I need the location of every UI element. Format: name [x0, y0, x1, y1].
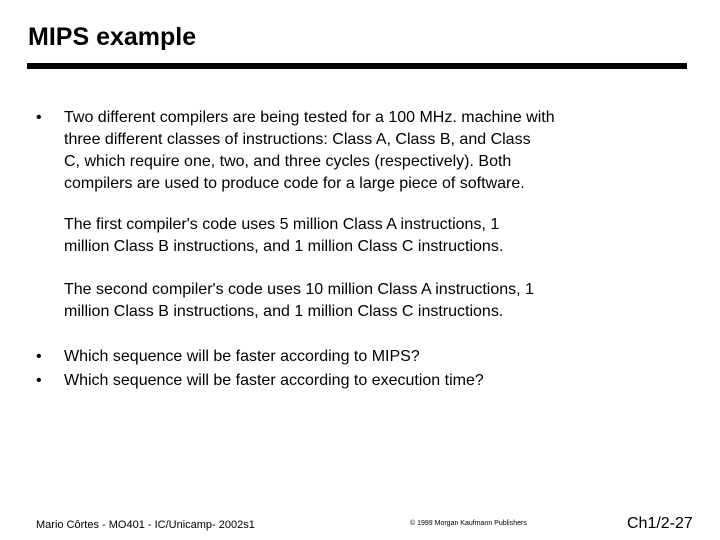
question-text: Which sequence will be faster according to MIPS? [64, 348, 420, 365]
problem-line: C, which require one, two, and three cycles (respectively). Both [64, 153, 512, 170]
slide-title: MIPS example [28, 23, 197, 51]
problem-line: compilers are used to produce code for a large piece of software. [64, 175, 525, 192]
paragraph-line: The second compiler's code uses 10 million Class A instructions, 1 [64, 281, 534, 298]
slide-number: Ch1/2-27 [627, 515, 693, 532]
problem-line: Two different compilers are being tested for a 100 MHz. machine with [64, 109, 555, 126]
problem-statement [64, 107, 555, 195]
title-rule [27, 63, 687, 69]
footer-author: Mario Côrtes - MO401 - IC/Unicamp- 2002s1 [36, 519, 255, 531]
bullet-marker: • [36, 372, 42, 389]
footer-copyright: © 1999 Morgan Kaufmann Publishers [410, 520, 527, 527]
second-compiler-paragraph [64, 279, 534, 323]
paragraph-line: million Class B instructions, and 1 million Class C instructions. [64, 238, 504, 255]
problem-line: three different classes of instructions: Class A, Class B, and Class [64, 131, 531, 148]
paragraph-line: The first compiler's code uses 5 million Class A instructions, 1 [64, 216, 500, 233]
paragraph-line: million Class B instructions, and 1 million Class C instructions. [64, 303, 504, 320]
bullet-marker: • [36, 109, 42, 126]
first-compiler-paragraph [64, 214, 503, 258]
bullet-marker: • [36, 348, 42, 365]
question-text: Which sequence will be faster according to execution time? [64, 372, 484, 389]
